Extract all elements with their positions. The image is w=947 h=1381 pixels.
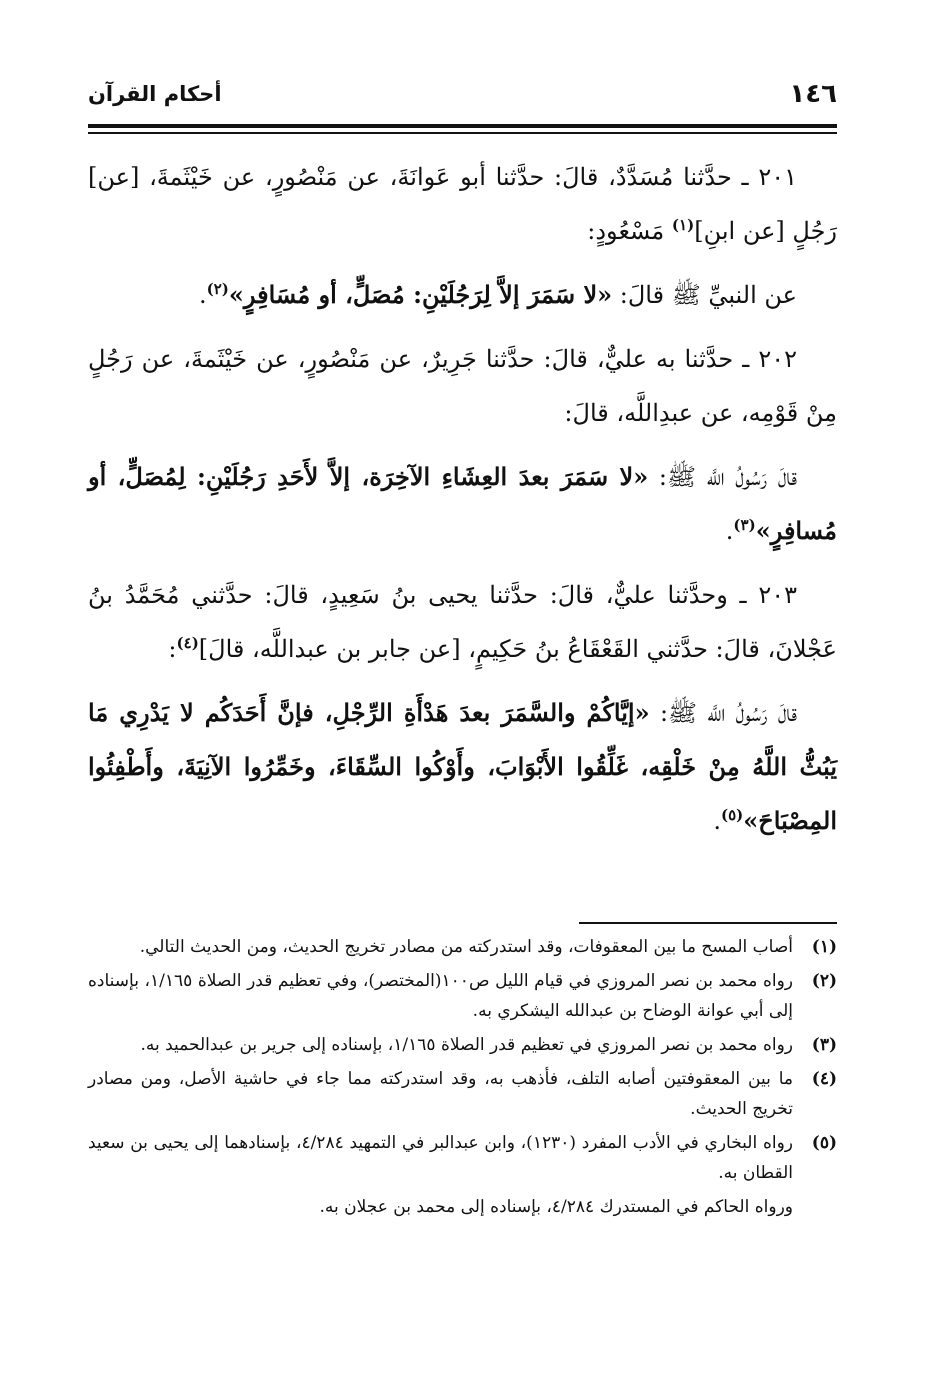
footnote-number: (٣): [811, 1035, 837, 1055]
paragraph-hadith-3: [88, 686, 837, 848]
footnote-3: [88, 1030, 837, 1060]
page-number: ١٤٦: [789, 79, 837, 109]
hadith-intro: قالَ رَسُولُ اللَّه ﷺ:: [649, 699, 797, 727]
main-text: [88, 150, 837, 858]
isnad-text: ٢٠٣ ـ وحدَّثنا عليٌّ، قالَ: حدَّثنا يحيى بنُ سَعِيدٍ، قالَ: حدَّثني مُحَمَّدُ بنُ عَجْلانَ، قالَ: حدَّثني القَعْقَاعُ بنُ حَكِيمٍ، [عن جابر بن عبداللَّه، قالَ]: [88, 581, 837, 663]
book-title: أحكام القرآن: [88, 82, 222, 106]
isnad-text: ٢٠٢ ـ حدَّثنا به عليٌّ، قالَ: حدَّثنا جَرِيرٌ، عن مَنْصُورٍ، عن خَيْثَمةَ، عن رَجُلٍ مِنْ قَوْمِه، عن عبدِاللَّه، قالَ:: [88, 345, 837, 427]
footnote-number: (٤): [811, 1069, 837, 1089]
paragraph-203: [88, 568, 837, 676]
footnote-number: (٢): [811, 971, 837, 991]
isnad-end: :: [168, 635, 177, 663]
footnote-2: [88, 966, 837, 1026]
footnote-4: [88, 1064, 837, 1124]
paragraph-201: [88, 150, 837, 258]
hadith-intro: عن النبيِّ ﷺ قالَ:: [612, 281, 797, 309]
hadith-text: «لا سَمَرَ بعدَ العِشَاءِ الآخِرَة، إلاَّ لأَحَدِ رَجُلَيْنِ: لِمُصَلٍّ، أو مُسافِرٍ»: [88, 462, 837, 545]
footnote-ref-1: (١): [671, 216, 695, 234]
footnote-ref-4: (٤): [176, 634, 199, 652]
isnad-text: ٢٠١ ـ حدَّثنا مُسَدَّدٌ، قالَ: حدَّثنا أبو عَوانَةَ، عن مَنْصُورٍ، عن خَيْثَمةَ، [عن] رَجُلٍ [عن ابنِ]: [88, 163, 837, 245]
page-header: [88, 72, 837, 116]
footnote-1: [88, 932, 837, 962]
paragraph-hadith-2: [88, 450, 837, 558]
paragraph-202: [88, 332, 837, 440]
footnotes: [88, 932, 837, 1222]
footnote-text: أصاب المسح ما بين المعقوفات، وقد استدركته من مصادر تخريج الحديث، ومن الحديث التالي.: [139, 937, 793, 957]
footnote-5-continuation: ورواه الحاكم في المستدرك ٤/٢٨٤، بإسناده إلى محمد بن عجلان به.: [319, 1197, 793, 1217]
footnote-ref-2: (٢): [206, 280, 229, 298]
hadith-end: .: [725, 517, 734, 545]
footnote-5: [88, 1128, 837, 1188]
hadith-end: .: [198, 281, 207, 309]
header-rule-thin: [88, 132, 837, 134]
header-rule-thick: [88, 124, 837, 128]
footnote-separator: [579, 922, 837, 924]
hadith-end: .: [713, 807, 721, 835]
footnote-text: ما بين المعقوفتين أصابه التلف، فأذهب به، وقد استدركته مما جاء في حاشية الأصل، ومن مصادر تخريج الحديث.: [88, 1069, 793, 1119]
hadith-text: «إيَّاكُمْ والسَّمَرَ بعدَ هَدْأَةِ الرِّجْلِ، فإنَّ أَحَدَكُم لا يَدْرِي مَا يَبُثُّ اللَّهُ مِنْ خَلْقِه، غَلِّقُوا الأَبْوَابَ، وأَوْكُوا السِّقَاءَ، وخَمِّرُوا الآنِيَةَ، وأَطْفِئُوا المِصْبَاحَ»: [88, 698, 837, 835]
footnote-text: رواه محمد بن نصر المروزي في تعظيم قدر الصلاة ١/١٦٥، بإسناده إلى جرير بن عبدالحميد به.: [140, 1035, 793, 1055]
isnad-end: مَسْعُودٍ:: [587, 217, 672, 245]
footnote-ref-5: (٥): [721, 806, 744, 824]
footnote-number: (١): [811, 937, 837, 957]
footnote-text: رواه محمد بن نصر المروزي في قيام الليل ص١٠٠(المختصر)، وفي تعظيم قدر الصلاة ١/١٦٥، بإسناده إلى أبي عوانة الوضاح بن عبدالله اليشكري به.: [88, 971, 793, 1021]
footnote-number: (٥): [811, 1133, 837, 1153]
hadith-text: «لا سَمَرَ إلاَّ لِرَجُلَيْنِ: مُصَلٍّ، أو مُسَافِرٍ»: [228, 280, 613, 309]
footnote-ref-3: (٣): [733, 516, 756, 534]
paragraph-hadith-1: [88, 268, 837, 322]
hadith-intro: قالَ رَسُولُ اللَّه ﷺ:: [648, 463, 797, 491]
footnote-text: رواه البخاري في الأدب المفرد (١٢٣٠)، وابن عبدالبر في التمهيد ٤/٢٨٤، بإسنادهما إلى يحيى بن سعيد القطان به.: [88, 1133, 793, 1183]
